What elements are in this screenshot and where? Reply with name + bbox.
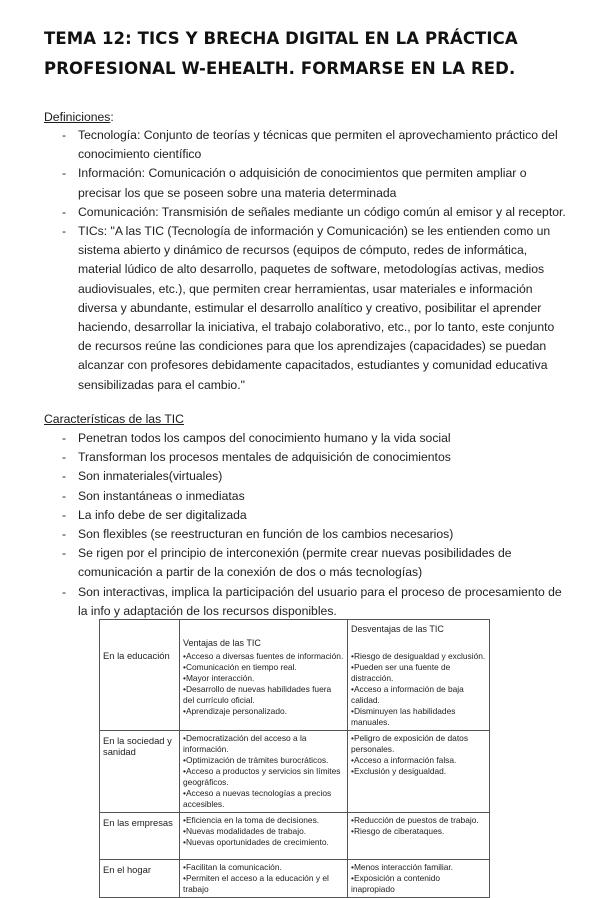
list-item: • Acceso a información de baja calidad.: [351, 684, 486, 706]
list-item: • Permiten el acceso a la educación y el trabajo: [183, 873, 344, 895]
list-item: • Nuevas modalidades de trabajo.: [183, 826, 344, 837]
table-row: [100, 731, 490, 813]
desventajas-cell: [348, 860, 490, 898]
list-item: - Información: Comunicación o adquisición de conocimientos que permiten ampliar o precisar los que se poseen sobre una materia determinada: [44, 164, 569, 202]
desventajas-cell: [348, 813, 490, 860]
ventajas-cell: [180, 813, 348, 860]
list-item: - Son instantáneas o inmediatas: [44, 487, 569, 506]
list-item: - TICs: "A las TIC (Tecnología de información y Comunicación) se les entienden como un sistema abierto y dinámico de recursos (equipos de cómputo, redes de informática, material lúdico de alto desarrollo, paquetes de software, metodologías activas, medios audiovisuales, etc.), que permiten crear herramientas, usar materiales e información diversa y abundante, estimular el desarrollo analítico y creativo, posibilitar el aprender haciendo, desarrollar la iniciativa, el trabajo colaborativo, etc., por lo tanto, este conjunto de recursos reúne las condiciones para que los aprendizajes (capacidades) se puedan alcanzar con profesores debidamente capacitados, estudiantes y comunidad educativa sensibilizadas para el cambio.": [44, 222, 569, 395]
desventajas-list: [351, 862, 486, 895]
header-ventajas: Ventajas de las TIC: [183, 638, 261, 648]
list-item: - Son inmateriales(virtuales): [44, 467, 569, 486]
list-item: - Son flexibles (se reestructuran en función de los cambios necesarios): [44, 525, 569, 544]
ventajas-cell: [180, 620, 348, 731]
list-item: - Tecnología: Conjunto de teorías y técnicas que permiten el aprovechamiento práctico del conocimiento científico: [44, 126, 569, 164]
ventajas-list: [183, 651, 344, 717]
table-row: [100, 620, 490, 731]
list-item: • Mayor interacción.: [183, 673, 344, 684]
tic-comparison-table: [99, 619, 490, 898]
list-item: - Penetran todos los campos del conocimiento humano y la vida social: [44, 429, 569, 448]
desventajas-cell: [348, 620, 490, 731]
list-item: • Eficiencia en la toma de decisiones.: [183, 815, 344, 826]
row-label: En el hogar: [100, 860, 180, 898]
list-item: • Pueden ser una fuente de distracción.: [351, 662, 486, 684]
list-item: • Desarrollo de nuevas habilidades fuera del currículo oficial.: [183, 684, 344, 706]
list-item: • Acceso a diversas fuentes de información.: [183, 651, 344, 662]
definiciones-colon: :: [110, 110, 114, 124]
table-row: [100, 860, 490, 898]
row-label: En la educación: [100, 620, 180, 731]
list-item: • Acceso a información falsa.: [351, 755, 486, 766]
desventajas-list: [351, 733, 486, 777]
list-item: • Reducción de puestos de trabajo.: [351, 815, 486, 826]
table-row: [100, 813, 490, 860]
list-item: • Exposición a contenido inapropiado: [351, 873, 486, 895]
ventajas-list: [183, 862, 344, 895]
row-label: En la sociedad y sanidad: [100, 731, 180, 813]
list-item: • Acceso a nuevas tecnologías a precios accesibles.: [183, 788, 344, 810]
definiciones-list: [44, 126, 569, 395]
caracteristicas-list: [44, 429, 569, 621]
list-item: • Nuevas oportunidades de crecimiento.: [183, 837, 344, 848]
list-item: - La info debe de ser digitalizada: [44, 506, 569, 525]
list-item: • Menos interacción familiar.: [351, 862, 486, 873]
list-item: • Exclusión y desigualdad.: [351, 766, 486, 777]
list-item: - Son interactivas, implica la participación del usuario para el proceso de procesamiento de la info y adaptación de los recursos disponibles.: [44, 583, 569, 621]
list-item: • Peligro de exposición de datos personales.: [351, 733, 486, 755]
list-item: - Se rigen por el principio de interconexión (permite crear nuevas posibilidades de comunicación a partir de la conexión de dos o más tecnologías): [44, 544, 569, 582]
list-item: • Acceso a productos y servicios sin límites geográficos.: [183, 766, 344, 788]
list-item: • Riesgo de ciberataques.: [351, 826, 486, 837]
list-item: • Facilitan la comunicación.: [183, 862, 344, 873]
ventajas-cell: [180, 860, 348, 898]
list-item: - Transforman los procesos mentales de adquisición de conocimientos: [44, 448, 569, 467]
list-item: • Optimización de trámites burocráticos.: [183, 755, 344, 766]
page-title: TEMA 12: TICS Y BRECHA DIGITAL EN LA PRÁCTICA PROFESIONAL W-EHEALTH. FORMARSE EN LA RED.: [44, 29, 518, 78]
ventajas-cell: [180, 731, 348, 813]
desventajas-list: [351, 651, 486, 728]
list-item: • Aprendizaje personalizado.: [183, 706, 344, 717]
definiciones-heading-wrap: [44, 108, 114, 126]
desventajas-list: [351, 815, 486, 837]
ventajas-list: [183, 815, 344, 848]
list-item: - Comunicación: Transmisión de señales mediante un código común al emisor y al receptor.: [44, 203, 569, 222]
list-item: • Disminuyen las habilidades manuales.: [351, 706, 486, 728]
list-item: • Riesgo de desigualdad y exclusión.: [351, 651, 486, 662]
row-label: En las empresas: [100, 813, 180, 860]
list-item: • Democratización del acceso a la información.: [183, 733, 344, 755]
ventajas-list: [183, 733, 344, 810]
caracteristicas-heading: Características de las TIC: [44, 412, 184, 426]
desventajas-cell: [348, 731, 490, 813]
header-desventajas: Desventajas de las TIC: [351, 624, 444, 634]
definiciones-heading: Definiciones: [44, 110, 111, 124]
list-item: • Comunicación en tiempo real.: [183, 662, 344, 673]
